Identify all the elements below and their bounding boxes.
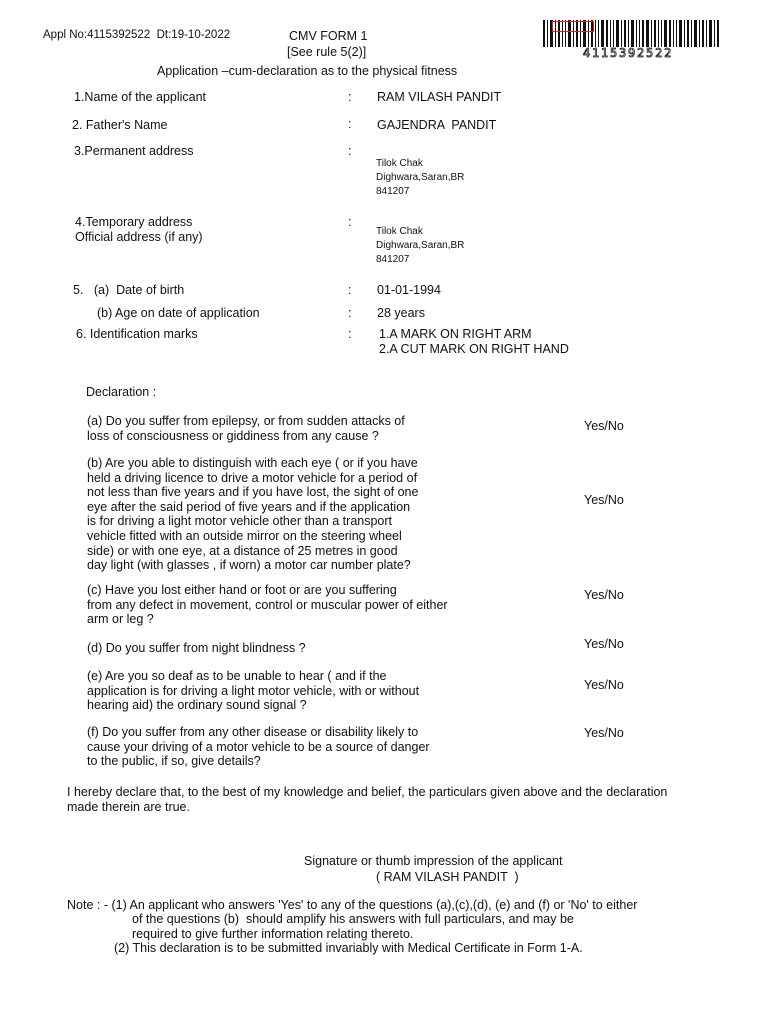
field-label-name: 1.Name of the applicant: [74, 90, 207, 104]
field-separator: :: [348, 327, 352, 341]
field-value-dob: 01-01-1994: [377, 283, 441, 297]
field-label-father: 2. Father's Name: [72, 118, 168, 132]
field-value-age: 28 years: [377, 306, 425, 320]
barcode-number: 4115392522: [582, 46, 674, 60]
field-separator: :: [348, 215, 352, 229]
answer-c: Yes/No: [584, 588, 624, 602]
field-value-identification-1: 1.A MARK ON RIGHT ARM: [379, 327, 532, 341]
field-label-identification: 6. Identification marks: [76, 327, 198, 341]
field-label-official-address: Official address (if any): [75, 230, 203, 244]
declaration-heading: Declaration :: [86, 385, 157, 399]
declaration-statement: I hereby declare that, to the best of my knowledge and belief, the particulars given above and the declaration made therein are true.: [67, 785, 668, 814]
field-value-name: RAM VILASH PANDIT: [377, 90, 502, 104]
question-a: (a) Do you suffer from epilepsy, or from sudden attacks of loss of consciousness or giddiness from any cause ?: [87, 414, 405, 443]
field-value-temporary-address: Tilok Chak Dighwara,Saran,BR 841207: [376, 226, 465, 265]
signature-name: ( RAM VILASH PANDIT ): [376, 870, 519, 884]
question-c: (c) Have you lost either hand or foot or are you suffering from any defect in movement, control or muscular power of either arm or leg ?: [87, 583, 448, 627]
field-value-identification-2: 2.A CUT MARK ON RIGHT HAND: [379, 342, 569, 356]
answer-e: Yes/No: [584, 678, 624, 692]
field-label-permanent-address: 3.Permanent address: [74, 144, 194, 158]
answer-f: Yes/No: [584, 726, 624, 740]
note-line-2: of the questions (b) should amplify his answers with full particulars, and may be: [132, 912, 574, 926]
field-value-father: GAJENDRA PANDIT: [377, 118, 497, 132]
form-subtitle: Application –cum-declaration as to the physical fitness: [157, 64, 458, 78]
note-line-4: (2) This declaration is to be submitted invariably with Medical Certificate in Form 1-A.: [114, 941, 583, 955]
note-line-1: Note : - (1) An applicant who answers 'Yes' to any of the questions (a),(c),(d), (e) and (f) or 'No' to either: [67, 898, 638, 912]
answer-a: Yes/No: [584, 419, 624, 433]
field-label-age: (b) Age on date of application: [97, 306, 260, 320]
field-label-dob: 5. (a) Date of birth: [73, 283, 185, 297]
question-b: (b) Are you able to distinguish with each eye ( or if you have held a driving licence to drive a motor vehicle for a period of not less than five years and if you have lost, the sight of one eye after the said period of five years and if the application is for driving a light motor vehicle other than a transport vehicle fitted with an outside mirror on the steering wheel side) or with one eye, at a distance of 25 metres in good day light (with glasses , if worn) a motor car number plate?: [87, 456, 419, 573]
answer-d: Yes/No: [584, 637, 624, 651]
question-e: (e) Are you so deaf as to be unable to hear ( and if the application is for driving a light motor vehicle, with or without hearing aid) the ordinary sound signal ?: [87, 669, 420, 713]
red-stamp-mark: [552, 21, 594, 32]
form-rule: [See rule 5(2)]: [287, 45, 367, 59]
field-separator: :: [348, 306, 352, 320]
answer-b: Yes/No: [584, 493, 624, 507]
field-separator: :: [348, 117, 352, 131]
form-title: CMV FORM 1: [289, 29, 368, 43]
field-separator: :: [348, 90, 352, 104]
field-value-permanent-address: Tilok Chak Dighwara,Saran,BR 841207: [376, 158, 465, 197]
field-separator: :: [348, 144, 352, 158]
question-f: (f) Do you suffer from any other disease or disability likely to cause your driving of a motor vehicle to be a source of danger to the public, if so, give details?: [87, 725, 430, 769]
note-line-3: required to give further information relating thereto.: [132, 927, 414, 941]
signature-label: Signature or thumb impression of the applicant: [304, 854, 563, 868]
application-number: Appl No:4115392522 Dt:19-10-2022: [43, 29, 231, 41]
field-separator: :: [348, 283, 352, 297]
question-d: (d) Do you suffer from night blindness ?: [87, 641, 306, 655]
field-label-temporary-address: 4.Temporary address: [75, 215, 193, 229]
